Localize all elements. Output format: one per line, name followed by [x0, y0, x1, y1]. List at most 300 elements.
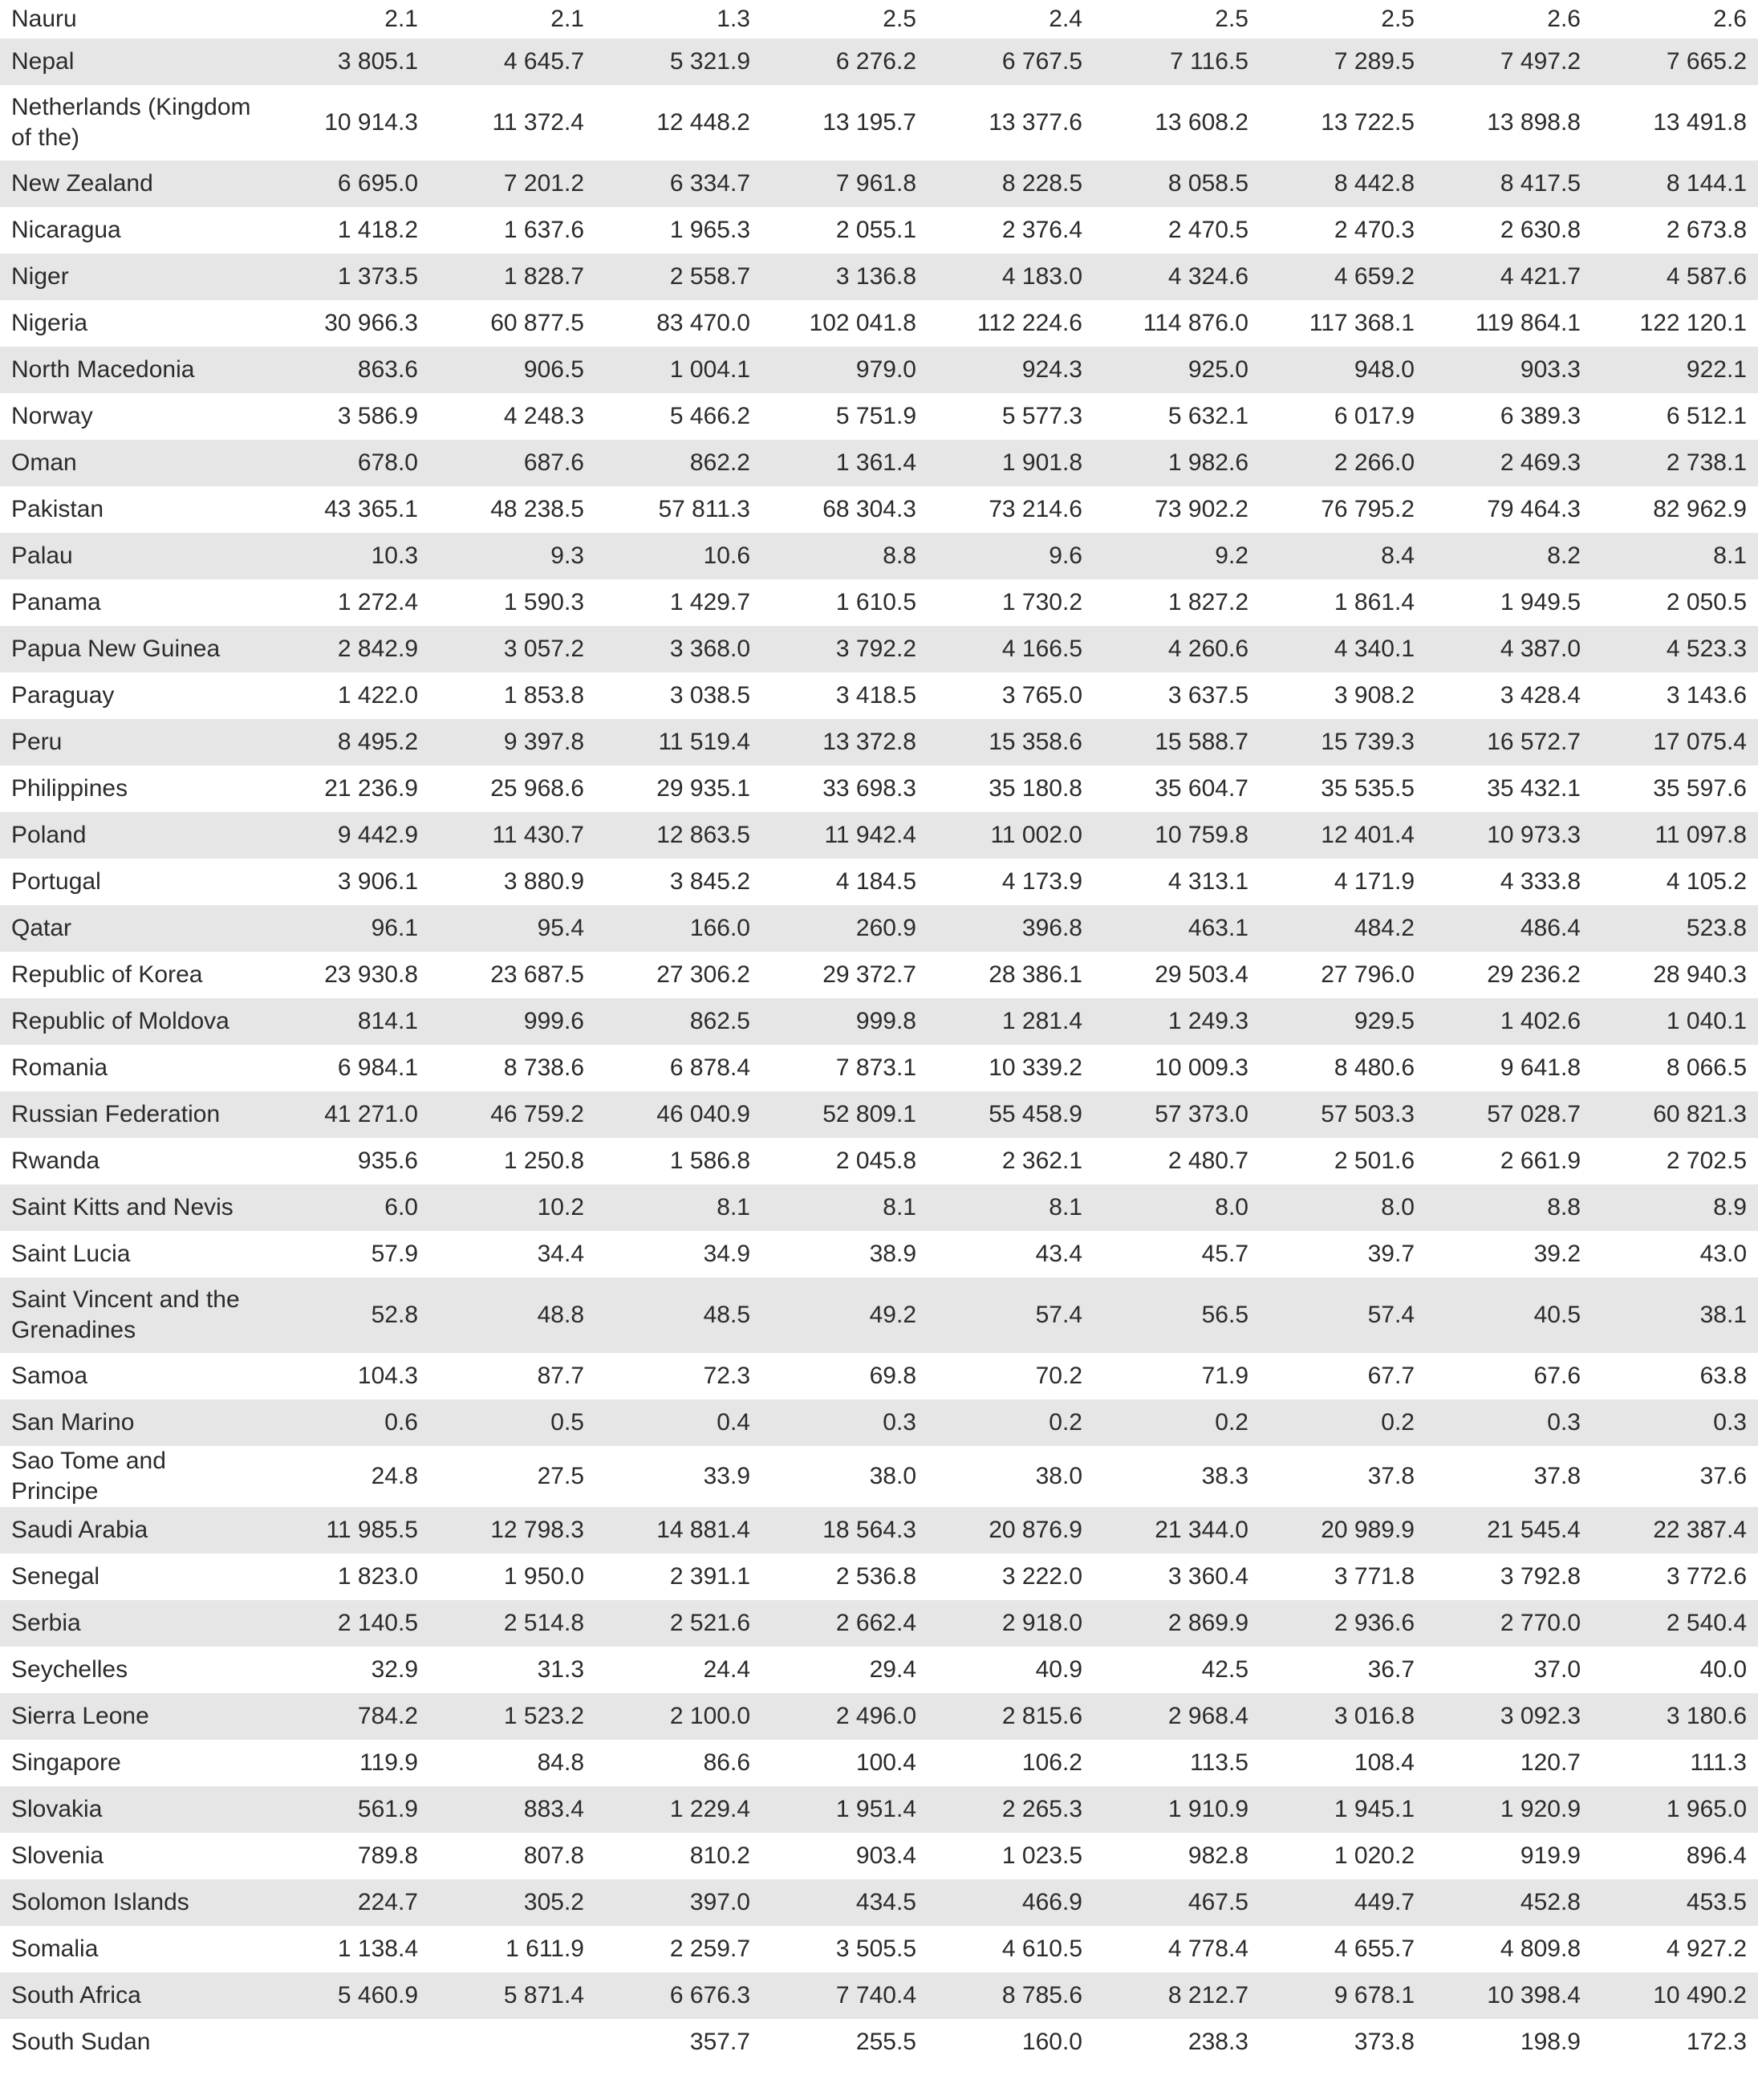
value-cell: 2 738.1 — [1592, 440, 1758, 486]
value-cell: 4 659.2 — [1260, 254, 1426, 300]
value-cell: 4 183.0 — [928, 254, 1094, 300]
value-cell: 79 464.3 — [1487, 496, 1581, 522]
value-cell: 1 422.0 — [337, 682, 418, 709]
value-cell: 35 604.7 — [1155, 775, 1248, 802]
value-cell: 4 655.7 — [1334, 1935, 1415, 1962]
value-cell: 3 792.8 — [1500, 1563, 1581, 1590]
value-cell: 0.2 — [928, 1399, 1094, 1446]
value-cell: 4 313.1 — [1167, 868, 1248, 895]
value-cell: 8.0 — [1094, 1184, 1260, 1231]
value-cell: 45.7 — [1201, 1241, 1248, 1267]
value-cell: 119.9 — [359, 1749, 418, 1776]
value-cell: 23 687.5 — [490, 961, 584, 988]
value-cell: 40.9 — [1035, 1656, 1082, 1683]
value-cell: 7 497.2 — [1426, 39, 1592, 85]
value-cell: 4 173.9 — [1001, 868, 1082, 895]
value-cell: 4 523.3 — [1592, 626, 1758, 672]
value-cell: 561.9 — [263, 1786, 429, 1833]
country-name-cell: Nepal — [0, 39, 263, 85]
value-cell: 9 641.8 — [1500, 1054, 1581, 1081]
value-cell: 0.2 — [1260, 1399, 1426, 1446]
value-cell: 37.8 — [1367, 1463, 1415, 1489]
value-cell: 95.4 — [429, 905, 595, 952]
value-cell: 999.8 — [761, 998, 928, 1045]
value-cell: 29 236.2 — [1487, 961, 1581, 988]
value-cell: 40.0 — [1699, 1656, 1747, 1683]
table-row — [0, 207, 1758, 254]
value-cell: 13 195.7 — [822, 109, 916, 136]
value-cell: 6 276.2 — [761, 39, 928, 85]
value-cell: 6.0 — [263, 1184, 429, 1231]
table-row — [0, 1353, 1758, 1399]
value-cell: 7 289.5 — [1260, 39, 1426, 85]
value-cell: 255.5 — [855, 2029, 916, 2055]
value-cell: 807.8 — [523, 1842, 584, 1869]
value-cell: 49.2 — [761, 1277, 928, 1353]
table-row — [0, 1231, 1758, 1277]
value-cell: 2 702.5 — [1666, 1147, 1747, 1174]
value-cell: 8.1 — [595, 1184, 761, 1231]
value-cell: 21 545.4 — [1426, 1507, 1592, 1554]
value-cell: 922.1 — [1592, 347, 1758, 393]
value-cell: 3 771.8 — [1334, 1563, 1415, 1590]
value-cell: 40.5 — [1426, 1277, 1592, 1353]
value-cell: 8 738.6 — [503, 1054, 584, 1081]
value-cell: 33 698.3 — [822, 775, 916, 802]
value-cell: 1 023.5 — [1001, 1842, 1082, 1869]
value-cell: 10 009.3 — [1155, 1054, 1248, 1081]
value-cell: 4 105.2 — [1666, 868, 1747, 895]
value-cell: 1 418.2 — [337, 217, 418, 243]
value-cell: 20 876.9 — [928, 1507, 1094, 1554]
value-cell: 10 759.8 — [1094, 812, 1260, 859]
value-cell: 8 058.5 — [1094, 160, 1260, 207]
table-row — [0, 1926, 1758, 1972]
value-cell: 2 673.8 — [1666, 217, 1747, 243]
value-cell: 4 421.7 — [1426, 254, 1592, 300]
value-cell: 3 765.0 — [1001, 682, 1082, 709]
value-cell: 108.4 — [1354, 1749, 1415, 1776]
value-cell — [263, 2019, 429, 2065]
value-cell: 3 792.2 — [761, 626, 928, 672]
table-row — [0, 952, 1758, 998]
value-cell: 8 228.5 — [928, 160, 1094, 207]
value-cell: 8.4 — [1260, 533, 1426, 579]
value-cell: 2 100.0 — [595, 1693, 761, 1740]
value-cell: 9.2 — [1094, 533, 1260, 579]
value-cell: 4 927.2 — [1666, 1935, 1747, 1962]
value-cell: 1 920.9 — [1426, 1786, 1592, 1833]
country-name-cell: Norway — [11, 403, 93, 429]
value-cell: 4 645.7 — [429, 39, 595, 85]
value-cell: 6 512.1 — [1666, 403, 1747, 429]
value-cell: 397.0 — [595, 1879, 761, 1926]
value-cell: 10.2 — [429, 1184, 595, 1231]
value-cell: 120.7 — [1520, 1749, 1581, 1776]
value-cell: 2 918.0 — [928, 1600, 1094, 1647]
value-cell: 7 961.8 — [761, 160, 928, 207]
value-cell: 3 586.9 — [337, 403, 418, 429]
table-row — [0, 1740, 1758, 1786]
value-cell: 5 577.3 — [1001, 403, 1082, 429]
value-cell: 4 248.3 — [503, 403, 584, 429]
value-cell: 27 796.0 — [1321, 961, 1415, 988]
value-cell: 0.5 — [429, 1399, 595, 1446]
value-cell: 7 740.4 — [761, 1972, 928, 2019]
value-cell: 6 767.5 — [928, 39, 1094, 85]
value-cell: 55 458.9 — [928, 1091, 1094, 1138]
value-cell: 41 271.0 — [263, 1091, 429, 1138]
table-row — [0, 1091, 1758, 1138]
value-cell: 305.2 — [429, 1879, 595, 1926]
value-cell: 979.0 — [761, 347, 928, 393]
value-cell: 8.8 — [1426, 1184, 1592, 1231]
value-cell: 3 805.1 — [263, 39, 429, 85]
value-cell: 1 249.3 — [1094, 998, 1260, 1045]
value-cell: 789.8 — [357, 1842, 418, 1869]
value-cell: 9.3 — [429, 533, 595, 579]
value-cell: 8.0 — [1260, 1184, 1426, 1231]
value-cell: 925.0 — [1094, 347, 1260, 393]
value-cell: 1 861.4 — [1334, 589, 1415, 615]
value-cell: 357.7 — [689, 2029, 750, 2055]
value-cell: 11 002.0 — [928, 812, 1094, 859]
value-cell: 896.4 — [1686, 1842, 1747, 1869]
value-cell: 7 201.2 — [429, 160, 595, 207]
table-row — [0, 1554, 1758, 1600]
table-row — [0, 300, 1758, 347]
value-cell: 2 391.1 — [669, 1563, 750, 1590]
value-cell: 0.3 — [761, 1399, 928, 1446]
value-cell: 52.8 — [263, 1277, 429, 1353]
value-cell: 18 564.3 — [761, 1507, 928, 1554]
value-cell: 84.8 — [537, 1749, 584, 1776]
value-cell: 1 949.5 — [1500, 589, 1581, 615]
value-cell: 122 120.1 — [1639, 310, 1747, 336]
value-cell: 104.3 — [357, 1363, 418, 1389]
country-name-cell: Saint Vincent and the Grenadines — [0, 1277, 263, 1353]
value-cell: 5 632.1 — [1167, 403, 1248, 429]
value-cell: 15 588.7 — [1094, 719, 1260, 766]
value-cell: 4 171.9 — [1334, 868, 1415, 895]
country-name-cell: Romania — [11, 1054, 108, 1081]
value-cell: 113.5 — [1190, 1749, 1248, 1776]
value-cell: 100.4 — [855, 1749, 916, 1776]
value-cell: 166.0 — [595, 905, 761, 952]
value-cell: 73 214.6 — [989, 496, 1082, 522]
value-cell: 46 040.9 — [595, 1091, 761, 1138]
value-cell: 22 387.4 — [1592, 1507, 1758, 1554]
country-name-cell: Philippines — [11, 775, 128, 802]
value-cell: 2 662.4 — [761, 1600, 928, 1647]
country-name-cell: Seychelles — [11, 1656, 128, 1683]
value-cell: 484.2 — [1260, 905, 1426, 952]
value-cell: 678.0 — [263, 440, 429, 486]
value-cell: 2 045.8 — [835, 1147, 916, 1174]
value-cell: 28 386.1 — [989, 961, 1082, 988]
table-row — [0, 859, 1758, 905]
value-cell: 8 480.6 — [1334, 1054, 1415, 1081]
value-cell: 1 004.1 — [595, 347, 761, 393]
value-cell: 11 097.8 — [1592, 812, 1758, 859]
country-name-cell: Niger — [0, 254, 263, 300]
country-name-cell: Sierra Leone — [0, 1693, 263, 1740]
value-cell: 13 491.8 — [1653, 109, 1747, 136]
country-name-cell: Samoa — [11, 1363, 88, 1389]
country-name-cell: Nauru — [11, 6, 77, 32]
value-cell: 1 730.2 — [1001, 589, 1082, 615]
value-cell: 86.6 — [703, 1749, 750, 1776]
value-cell: 1 250.8 — [503, 1147, 584, 1174]
value-cell: 3 880.9 — [503, 868, 584, 895]
value-cell: 2 265.3 — [928, 1786, 1094, 1833]
value-cell: 7 873.1 — [835, 1054, 916, 1081]
value-cell: 87.7 — [537, 1363, 584, 1389]
value-cell: 13 722.5 — [1321, 109, 1415, 136]
value-cell: 34.4 — [537, 1241, 584, 1267]
value-cell: 924.3 — [928, 347, 1094, 393]
value-cell: 919.9 — [1520, 1842, 1581, 1869]
value-cell: 29.4 — [869, 1656, 916, 1683]
value-cell: 3 505.5 — [835, 1935, 916, 1962]
value-cell: 1 586.8 — [669, 1147, 750, 1174]
value-cell: 27 306.2 — [656, 961, 750, 988]
value-cell: 57.9 — [371, 1241, 418, 1267]
value-cell: 2 936.6 — [1260, 1600, 1426, 1647]
value-cell: 2 470.5 — [1167, 217, 1248, 243]
value-cell: 35 180.8 — [989, 775, 1082, 802]
value-cell: 38.0 — [1035, 1463, 1082, 1489]
table-row — [0, 1972, 1758, 2019]
value-cell: 396.8 — [928, 905, 1094, 952]
value-cell: 5 751.9 — [835, 403, 916, 429]
value-cell: 1 229.4 — [595, 1786, 761, 1833]
value-cell: 8 417.5 — [1426, 160, 1592, 207]
value-cell: 8.9 — [1592, 1184, 1758, 1231]
value-cell: 3 038.5 — [669, 682, 750, 709]
value-cell: 3 772.6 — [1666, 1563, 1747, 1590]
table-row — [0, 393, 1758, 440]
value-cell: 3 092.3 — [1426, 1693, 1592, 1740]
value-cell: 72.3 — [703, 1363, 750, 1389]
value-cell: 2 140.5 — [263, 1600, 429, 1647]
value-cell: 32.9 — [371, 1656, 418, 1683]
table-row — [0, 2019, 1758, 2065]
value-cell: 70.2 — [1035, 1363, 1082, 1389]
value-cell: 4 610.5 — [1001, 1935, 1082, 1962]
value-cell: 2 770.0 — [1426, 1600, 1592, 1647]
table-row — [0, 1446, 1758, 1507]
value-cell: 1 523.2 — [429, 1693, 595, 1740]
country-name-cell: Saudi Arabia — [0, 1507, 263, 1554]
value-cell: 6 676.3 — [595, 1972, 761, 2019]
value-cell: 814.1 — [263, 998, 429, 1045]
value-cell: 24.8 — [371, 1463, 418, 1489]
value-cell: 172.3 — [1686, 2029, 1747, 2055]
value-cell: 17 075.4 — [1592, 719, 1758, 766]
value-cell: 35 432.1 — [1487, 775, 1581, 802]
value-cell: 0.2 — [1094, 1399, 1260, 1446]
value-cell: 67.6 — [1533, 1363, 1581, 1389]
value-cell: 38.1 — [1592, 1277, 1758, 1353]
country-name-cell: Panama — [11, 589, 101, 615]
value-cell: 13 608.2 — [1155, 109, 1248, 136]
value-cell: 71.9 — [1201, 1363, 1248, 1389]
table-row — [0, 766, 1758, 812]
value-cell: 1 611.9 — [505, 1935, 584, 1962]
value-cell: 67.7 — [1367, 1363, 1415, 1389]
value-cell: 2.4 — [1049, 6, 1082, 32]
value-cell: 1 965.0 — [1592, 1786, 1758, 1833]
country-name-cell: North Macedonia — [0, 347, 263, 393]
table-row — [0, 533, 1758, 579]
value-cell: 3 136.8 — [761, 254, 928, 300]
value-cell: 11 942.4 — [761, 812, 928, 859]
value-cell: 160.0 — [1021, 2029, 1082, 2055]
value-cell: 15 739.3 — [1260, 719, 1426, 766]
value-cell: 2 630.8 — [1500, 217, 1581, 243]
value-cell: 13 377.6 — [989, 109, 1082, 136]
value-cell: 2 869.9 — [1094, 1600, 1260, 1647]
value-cell: 6 878.4 — [669, 1054, 750, 1081]
value-cell: 2 469.3 — [1426, 440, 1592, 486]
value-cell: 4 184.5 — [835, 868, 916, 895]
country-name-cell: Serbia — [0, 1600, 263, 1647]
value-cell: 2 514.8 — [429, 1600, 595, 1647]
value-cell: 2 521.6 — [595, 1600, 761, 1647]
value-cell: 57 373.0 — [1094, 1091, 1260, 1138]
table-row — [0, 0, 1758, 39]
value-cell: 449.7 — [1260, 1879, 1426, 1926]
value-cell: 0.3 — [1592, 1399, 1758, 1446]
value-cell: 111.3 — [1690, 1749, 1747, 1776]
value-cell: 39.2 — [1533, 1241, 1581, 1267]
value-cell: 906.5 — [429, 347, 595, 393]
value-cell: 102 041.8 — [809, 310, 916, 336]
value-cell: 82 962.9 — [1653, 496, 1747, 522]
value-cell: 260.9 — [761, 905, 928, 952]
value-cell: 10 339.2 — [989, 1054, 1082, 1081]
value-cell: 452.8 — [1426, 1879, 1592, 1926]
value-cell: 69.8 — [869, 1363, 916, 1389]
country-name-cell: South Africa — [0, 1972, 263, 2019]
value-cell: 467.5 — [1094, 1879, 1260, 1926]
value-cell: 27.5 — [537, 1463, 584, 1489]
value-cell: 929.5 — [1260, 998, 1426, 1045]
value-cell: 2 501.6 — [1334, 1147, 1415, 1174]
value-cell: 14 881.4 — [595, 1507, 761, 1554]
table-row — [0, 1833, 1758, 1879]
value-cell — [429, 2019, 595, 2065]
value-cell: 2 661.9 — [1500, 1147, 1581, 1174]
table-row — [0, 1507, 1758, 1554]
value-cell: 9 678.1 — [1260, 1972, 1426, 2019]
value-cell: 43.0 — [1699, 1241, 1747, 1267]
value-cell: 28 940.3 — [1653, 961, 1747, 988]
value-cell: 43 365.1 — [324, 496, 418, 522]
value-cell: 1 429.7 — [669, 589, 750, 615]
country-name-cell: Poland — [0, 812, 263, 859]
value-cell: 4 809.8 — [1500, 1935, 1581, 1962]
value-cell: 238.3 — [1188, 2029, 1248, 2055]
value-cell: 1 827.2 — [1167, 589, 1248, 615]
value-cell: 43.4 — [1035, 1241, 1082, 1267]
value-cell: 5 460.9 — [263, 1972, 429, 2019]
value-cell: 8.1 — [928, 1184, 1094, 1231]
value-cell: 0.3 — [1426, 1399, 1592, 1446]
value-cell: 12 448.2 — [656, 109, 750, 136]
value-cell: 114 876.0 — [1143, 310, 1248, 336]
country-name-cell: San Marino — [0, 1399, 263, 1446]
value-cell: 6 984.1 — [337, 1054, 418, 1081]
value-cell: 25 968.6 — [490, 775, 584, 802]
value-cell: 7 665.2 — [1592, 39, 1758, 85]
value-cell: 5 321.9 — [595, 39, 761, 85]
value-cell: 21 344.0 — [1094, 1507, 1260, 1554]
value-cell: 29 503.4 — [1155, 961, 1248, 988]
value-cell: 37.8 — [1533, 1463, 1581, 1489]
value-cell: 48 238.5 — [490, 496, 584, 522]
table-row — [0, 905, 1758, 952]
country-name-cell: Republic of Korea — [11, 961, 203, 988]
table-row — [0, 672, 1758, 719]
value-cell: 3 418.5 — [835, 682, 916, 709]
value-cell: 38.9 — [869, 1241, 916, 1267]
value-cell: 96.1 — [263, 905, 429, 952]
value-cell: 198.9 — [1520, 2029, 1581, 2055]
value-cell: 73 902.2 — [1155, 496, 1248, 522]
value-cell: 10.6 — [595, 533, 761, 579]
value-cell: 42.5 — [1201, 1656, 1248, 1683]
country-name-cell: Pakistan — [11, 496, 104, 522]
value-cell: 13 898.8 — [1487, 109, 1581, 136]
value-cell: 38.0 — [869, 1463, 916, 1489]
country-name-cell: Solomon Islands — [0, 1879, 263, 1926]
value-cell: 1 950.0 — [503, 1563, 584, 1590]
value-cell: 37.0 — [1533, 1656, 1581, 1683]
value-cell: 56.5 — [1094, 1277, 1260, 1353]
value-cell: 1 040.1 — [1592, 998, 1758, 1045]
value-cell: 68 304.3 — [822, 496, 916, 522]
value-cell: 4 260.6 — [1094, 626, 1260, 672]
value-cell: 2 540.4 — [1592, 1600, 1758, 1647]
value-cell: 3 906.1 — [337, 868, 418, 895]
value-cell: 39.7 — [1367, 1241, 1415, 1267]
value-cell: 5 466.2 — [669, 403, 750, 429]
value-cell: 8.8 — [761, 533, 928, 579]
country-name-cell: Nigeria — [11, 310, 88, 336]
value-cell: 453.5 — [1592, 1879, 1758, 1926]
value-cell: 2 968.4 — [1094, 1693, 1260, 1740]
value-cell: 3 016.8 — [1260, 1693, 1426, 1740]
value-cell: 3 908.2 — [1334, 682, 1415, 709]
value-cell: 3 222.0 — [1001, 1563, 1082, 1590]
value-cell: 1 965.3 — [669, 217, 750, 243]
value-cell: 2.6 — [1713, 6, 1747, 32]
value-cell: 3 428.4 — [1500, 682, 1581, 709]
value-cell: 35 535.5 — [1321, 775, 1415, 802]
value-cell: 117 368.1 — [1309, 310, 1415, 336]
value-cell: 2 470.3 — [1334, 217, 1415, 243]
value-cell: 1 610.5 — [835, 589, 916, 615]
value-cell: 935.6 — [357, 1147, 418, 1174]
table-row — [0, 347, 1758, 393]
value-cell: 434.5 — [761, 1879, 928, 1926]
country-name-cell: Oman — [0, 440, 263, 486]
value-cell: 784.2 — [263, 1693, 429, 1740]
country-name-cell: Republic of Moldova — [0, 998, 263, 1045]
value-cell: 3 143.6 — [1666, 682, 1747, 709]
